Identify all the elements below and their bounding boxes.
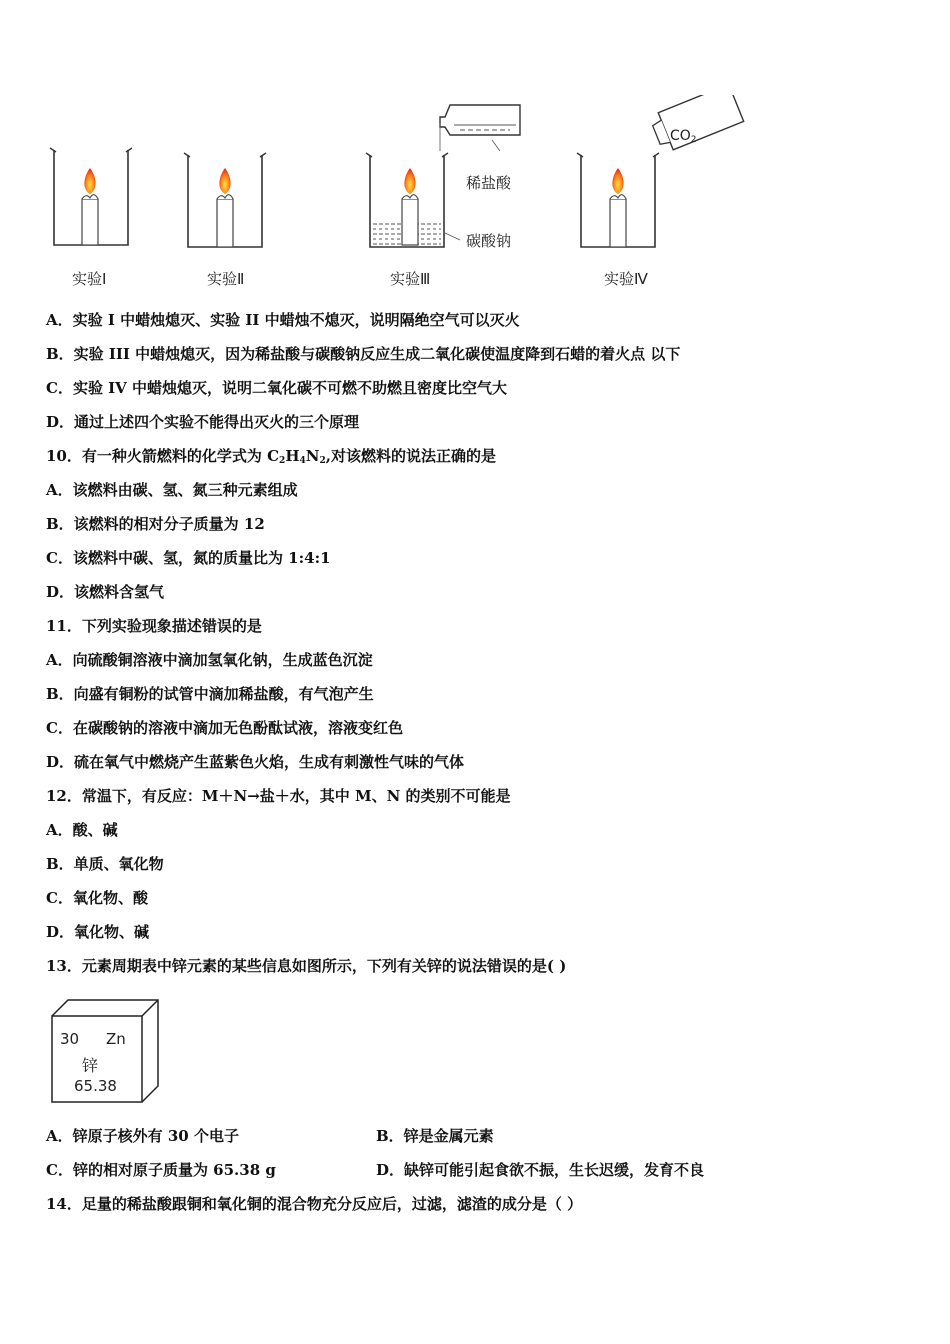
caption-exp-2: 实验Ⅱ [207,270,245,288]
q12-option-d: D．氧化物、碱 [46,923,150,941]
q14-stem: 14．足量的稀盐酸跟铜和氧化铜的混合物充分反应后，过滤，滤渣的成分是（ ） [46,1195,583,1213]
q10-stem-post: ,对该燃料的说法正确的是 [325,447,496,465]
q11-option-c: C．在碳酸钠的溶液中滴加无色酚酞试液，溶液变红色 [46,719,403,737]
label-acid: 稀盐酸 [466,174,512,192]
q10-sub-c: 2 [279,456,286,466]
zinc-name: 锌 [82,1056,99,1075]
label-carbonate: 碳酸钠 [466,232,512,250]
candle-4 [610,168,626,247]
q11-option-d: D．硫在氧气中燃烧产生蓝紫色火焰，生成有刺激性气味的气体 [46,753,465,771]
q10-option-d: D．该燃料含氢气 [46,583,165,601]
q10-n: N [305,447,320,465]
caption-exp-4: 实验Ⅳ [604,270,648,288]
zinc-symbol: Zn [106,1030,126,1048]
q9-option-b: B．实验 III 中蜡烛熄灭，因为稀盐酸与碳酸钠反应生成二氧化碳使温度降到石蜡的着火点 以下 [46,345,681,363]
q11-stem: 11．下列实验现象描述错误的是 [46,617,262,635]
candle-3 [402,168,418,245]
q10-option-b: B．该燃料的相对分子质量为 12 [46,515,265,533]
q9-option-c: C．实验 IV 中蜡烛熄灭，说明二氧化碳不可燃不助燃且密度比空气大 [46,379,508,397]
beaker-2 [184,153,266,247]
q10-option-a: A．该燃料由碳、氢、氮三种元素组成 [46,481,298,499]
q12-option-c: C．氧化物、酸 [46,889,148,907]
beaker-1 [50,148,132,245]
experiment-figure [40,95,760,265]
q13-stem: 13．元素周期表中锌元素的某些信息如图所示，下列有关锌的说法错误的是( ) [46,957,567,975]
q12-stem: 12．常温下，有反应：M＋N→盐＋水，其中 M、N 的类别不可能是 [46,787,511,805]
candle-1 [82,168,98,245]
label-co2-sub: 2 [690,135,697,145]
label-co2 [670,128,697,145]
label-co2-text: CO [670,128,691,144]
q10-stem-pre: 10．有一种火箭燃料的化学式为 C [46,447,280,465]
candle-2 [217,168,233,247]
beaker-4 [577,95,744,247]
q10-sub-h: 4 [299,456,306,466]
q10-stem [46,446,496,471]
caption-exp-3: 实验Ⅲ [390,270,431,288]
zinc-number: 30 [60,1030,80,1048]
q9-option-d: D．通过上述四个实验不能得出灭火的三个原理 [46,413,360,431]
zinc-mass: 65.38 [74,1077,117,1095]
q13-option-b: B．锌是金属元素 [376,1127,494,1145]
q12-option-b: B．单质、氧化物 [46,855,164,873]
q13-option-c: C．锌的相对原子质量为 65.38 g [46,1161,276,1179]
q12-option-a: A．酸、碱 [46,821,118,839]
q10-sub-n: 2 [319,456,326,466]
q10-h: H [285,447,300,465]
q11-option-b: B．向盛有铜粉的试管中滴加稀盐酸，有气泡产生 [46,685,374,703]
q13-option-d: D．缺锌可能引起食欲不振，生长迟缓，发育不良 [376,1161,705,1179]
q9-option-a: A．实验 I 中蜡烛熄灭、实验 II 中蜡烛不熄灭，说明隔绝空气可以灭火 [46,311,520,329]
q11-option-a: A．向硫酸铜溶液中滴加氢氧化钠，生成蓝色沉淀 [46,651,373,669]
q10-option-c: C．该燃料中碳、氢，氮的质量比为 1:4:1 [46,549,331,567]
caption-exp-1: 实验Ⅰ [72,270,107,288]
q13-option-a: A．锌原子核外有 30 个电子 [46,1127,239,1145]
